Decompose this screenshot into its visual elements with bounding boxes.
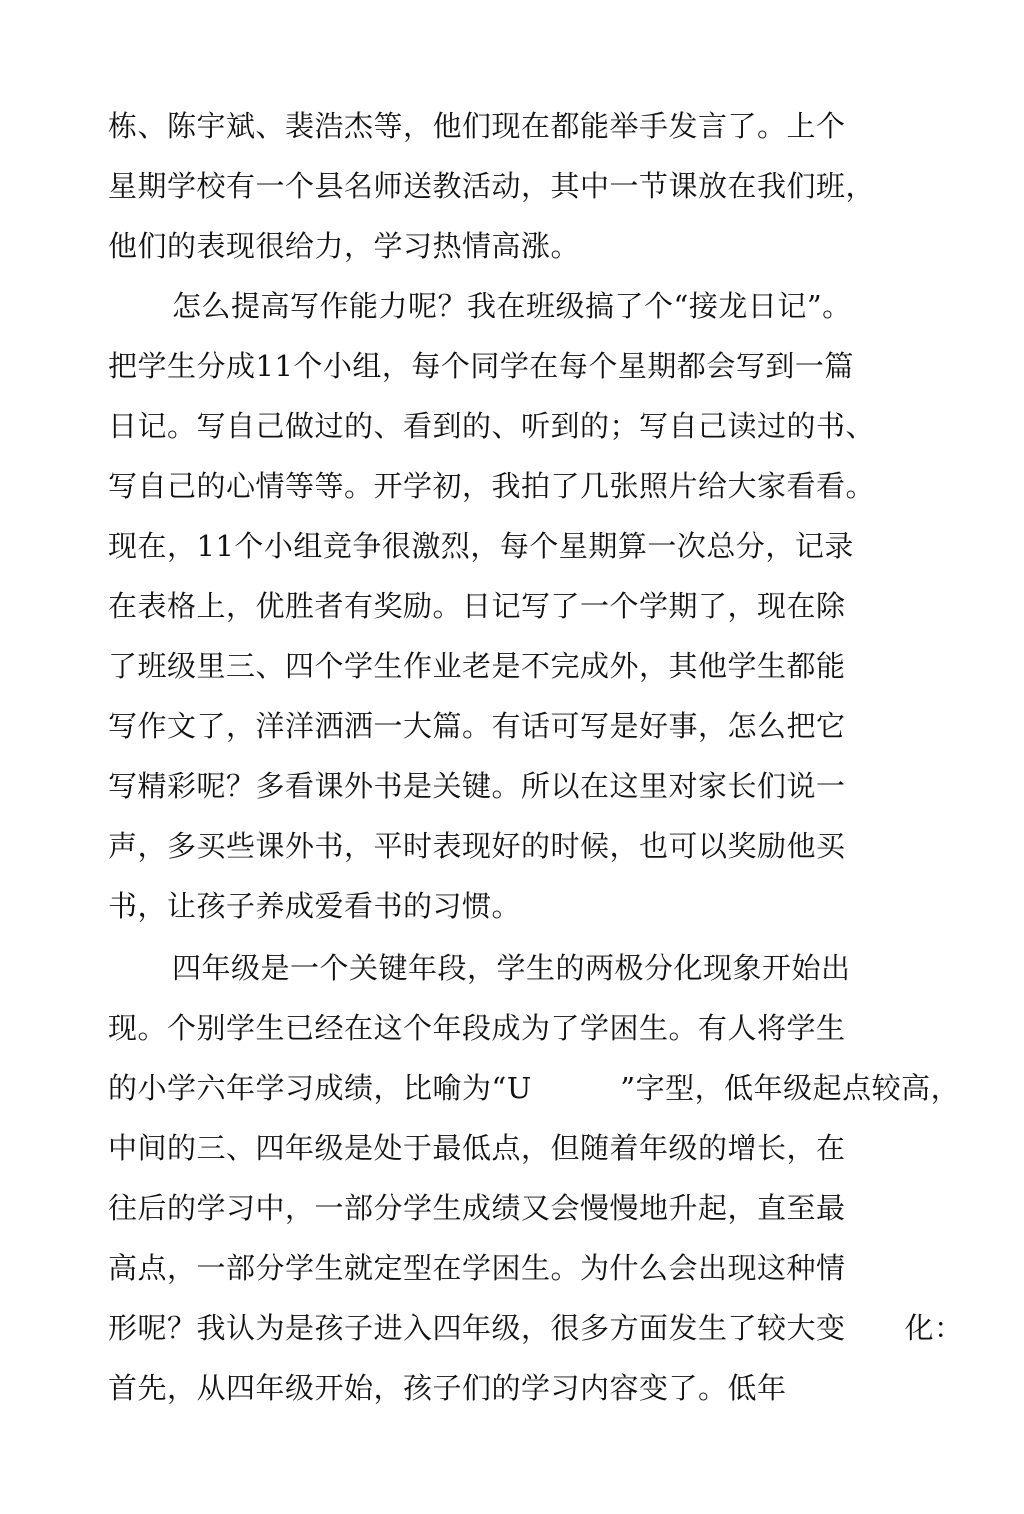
paragraph-first-line: 怎么提高写作能力呢？我在班级搞了个“接龙日记”。 <box>172 289 852 323</box>
text-line: 书，让孩子养成爱看书的习惯。 <box>108 889 522 923</box>
text-line: 声，多买些课外书，平时表现好的时候，也可以奖励他买 <box>108 829 846 863</box>
text-line: 往后的学习中，一部分学生成绩又会慢慢地升起，直至最 <box>108 1191 846 1225</box>
text-line: 首先，从四年级开始，孩子们的学习内容变了。低年 <box>108 1371 787 1405</box>
text-line: 在表格上，优胜者有奖励。日记写了一个学期了，现在除 <box>108 589 846 623</box>
text-line: 把学生分成11个小组，每个同学在每个星期都会写到一篇 <box>108 349 854 383</box>
text-line: 中间的三、四年级是处于最低点，但随着年级的增长，在 <box>108 1131 846 1165</box>
text-line: 高点，一部分学生就定型在学困生。为什么会出现这种情 <box>108 1251 846 1285</box>
text-line: 了班级里三、四个学生作业老是不完成外，其他学生都能 <box>108 649 846 683</box>
text-line: 写精彩呢？多看课外书是关键。所以在这里对家长们说一 <box>108 769 846 803</box>
text-line: 日记。写自己做过的、看到的、听到的；写自己读过的书、 <box>108 409 876 443</box>
text-line: 写作文了，洋洋洒洒一大篇。有话可写是好事，怎么把它 <box>108 709 846 743</box>
text-line: 写自己的心情等等。开学初，我拍了几张照片给大家看看。 <box>108 469 876 503</box>
text-line: 栋、陈宇斌、裴浩杰等，他们现在都能举手发言了。上个 <box>108 109 846 143</box>
text-line: 他们的表现很给力，学习热情高涨。 <box>108 229 581 263</box>
text-line: 星期学校有一个县名师送教活动，其中一节课放在我们班， <box>108 169 876 203</box>
text-line: 现在，11个小组竞争很激烈，每个星期算一次总分，记录 <box>108 529 854 563</box>
text-line: 形呢？我认为是孩子进入四年级，很多方面发生了较大变 化： <box>108 1311 964 1345</box>
paragraph-first-line: 四年级是一个关键年段，学生的两极分化现象开始出 <box>172 951 851 985</box>
text-line: 的小学六年学习成绩，比喻为“U ”字型，低年级起点较高， <box>108 1071 961 1105</box>
text-line: 现。个别学生已经在这个年段成为了学困生。有人将学生 <box>108 1011 846 1045</box>
